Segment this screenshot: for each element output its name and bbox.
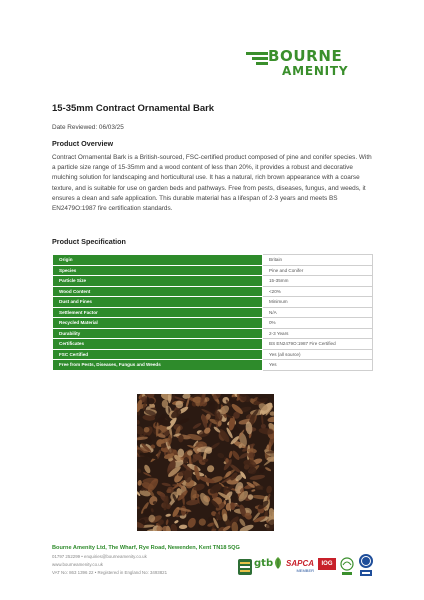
spec-key: Origin — [53, 255, 263, 266]
date-reviewed: Date Reviewed: 06/03/25 — [52, 124, 124, 131]
footer-company: Bourne Amenity Ltd, The Wharf, Rye Road, Newenden, Kent TN18 5QG — [52, 545, 240, 551]
leaf-icon — [273, 557, 283, 569]
table-row — [53, 255, 373, 266]
stri-badge-icon — [340, 557, 354, 577]
spec-heading: Product Specification — [52, 237, 126, 246]
sapca-label: SAPCA — [286, 559, 315, 568]
spec-key: Wood Content — [53, 286, 263, 297]
logo-word-amenity: AMENITY — [282, 64, 349, 78]
spec-value: Yes (all source) — [263, 349, 373, 360]
gtb-badge: gtb — [254, 558, 274, 569]
table-row — [53, 276, 373, 287]
bali-badge-icon — [238, 559, 252, 575]
spec-value: 2-3 Years — [263, 328, 373, 339]
table-row — [53, 328, 373, 339]
page-title: 15-35mm Contract Ornamental Bark — [52, 103, 215, 114]
table-row — [53, 307, 373, 318]
spec-key: Free from Pests, Diseases, Fungus and Weeds — [53, 360, 263, 371]
spec-key: Durability — [53, 328, 263, 339]
spec-key: Settlement Factor — [53, 307, 263, 318]
table-row — [53, 286, 373, 297]
spec-key: FSC Certified — [53, 349, 263, 360]
iso-certification-icon — [358, 553, 374, 577]
spec-value: N/A — [263, 307, 373, 318]
spec-value: <20% — [263, 286, 373, 297]
overview-text: Contract Ornamental Bark is a British-sourced, FSC-certified product composed of pine and conifer species. With a particle size range of 15-35mm and a wood content of less than 20%, it provides a robust and decorative mulching solution for landscaping and horticultural use. It has a natural, rich brown appearance with a coarse texture, and is suitable for use on garden beds and pathways. Free from pests, diseases, fungus, and weeds, it ensures a clean and safe application. This durable material has a lifespan of 2-3 years and meets BS EN2479O:1987 fire certification standards. — [52, 154, 372, 213]
overview-heading: Product Overview — [52, 139, 114, 148]
footer-contact: 01797 252299 • enquiries@bourneamenity.co.uk — [52, 554, 147, 559]
spec-table — [52, 254, 373, 371]
sapca-member-label: MEMBER — [296, 568, 315, 573]
spec-value: 0% — [263, 318, 373, 329]
spec-value: Minimum — [263, 297, 373, 308]
accreditation-badges — [238, 553, 378, 579]
spec-key: Certificates — [53, 339, 263, 350]
logo-speed-bars — [246, 52, 268, 67]
logo-word-bourne: BOURNE — [268, 47, 343, 65]
table-row — [53, 318, 373, 329]
bark-texture-image — [137, 394, 274, 531]
spec-value: Yes — [263, 360, 373, 371]
bourne-amenity-logo — [246, 48, 376, 82]
table-row — [53, 339, 373, 350]
product-photo — [137, 394, 274, 531]
footer-website: www.bourneamenity.co.uk — [52, 562, 103, 567]
spec-key: Recycled Material — [53, 318, 263, 329]
footer-legal: VAT No: 863 1396 22 • Registered in England No: 3493821 — [52, 570, 168, 575]
table-row — [53, 265, 373, 276]
spec-value: Pine and Conifer — [263, 265, 373, 276]
iog-badge: IOG — [318, 558, 336, 570]
spec-value: 15-35mm — [263, 276, 373, 287]
table-row — [53, 360, 373, 371]
sapca-badge — [286, 559, 314, 573]
table-row — [53, 349, 373, 360]
spec-key: Dust and Fines — [53, 297, 263, 308]
spec-value: BS EN2479O:1987 Fire Certified — [263, 339, 373, 350]
spec-value: Britain — [263, 255, 373, 266]
table-row — [53, 297, 373, 308]
spec-key: Species — [53, 265, 263, 276]
spec-key: Particle Size — [53, 276, 263, 287]
